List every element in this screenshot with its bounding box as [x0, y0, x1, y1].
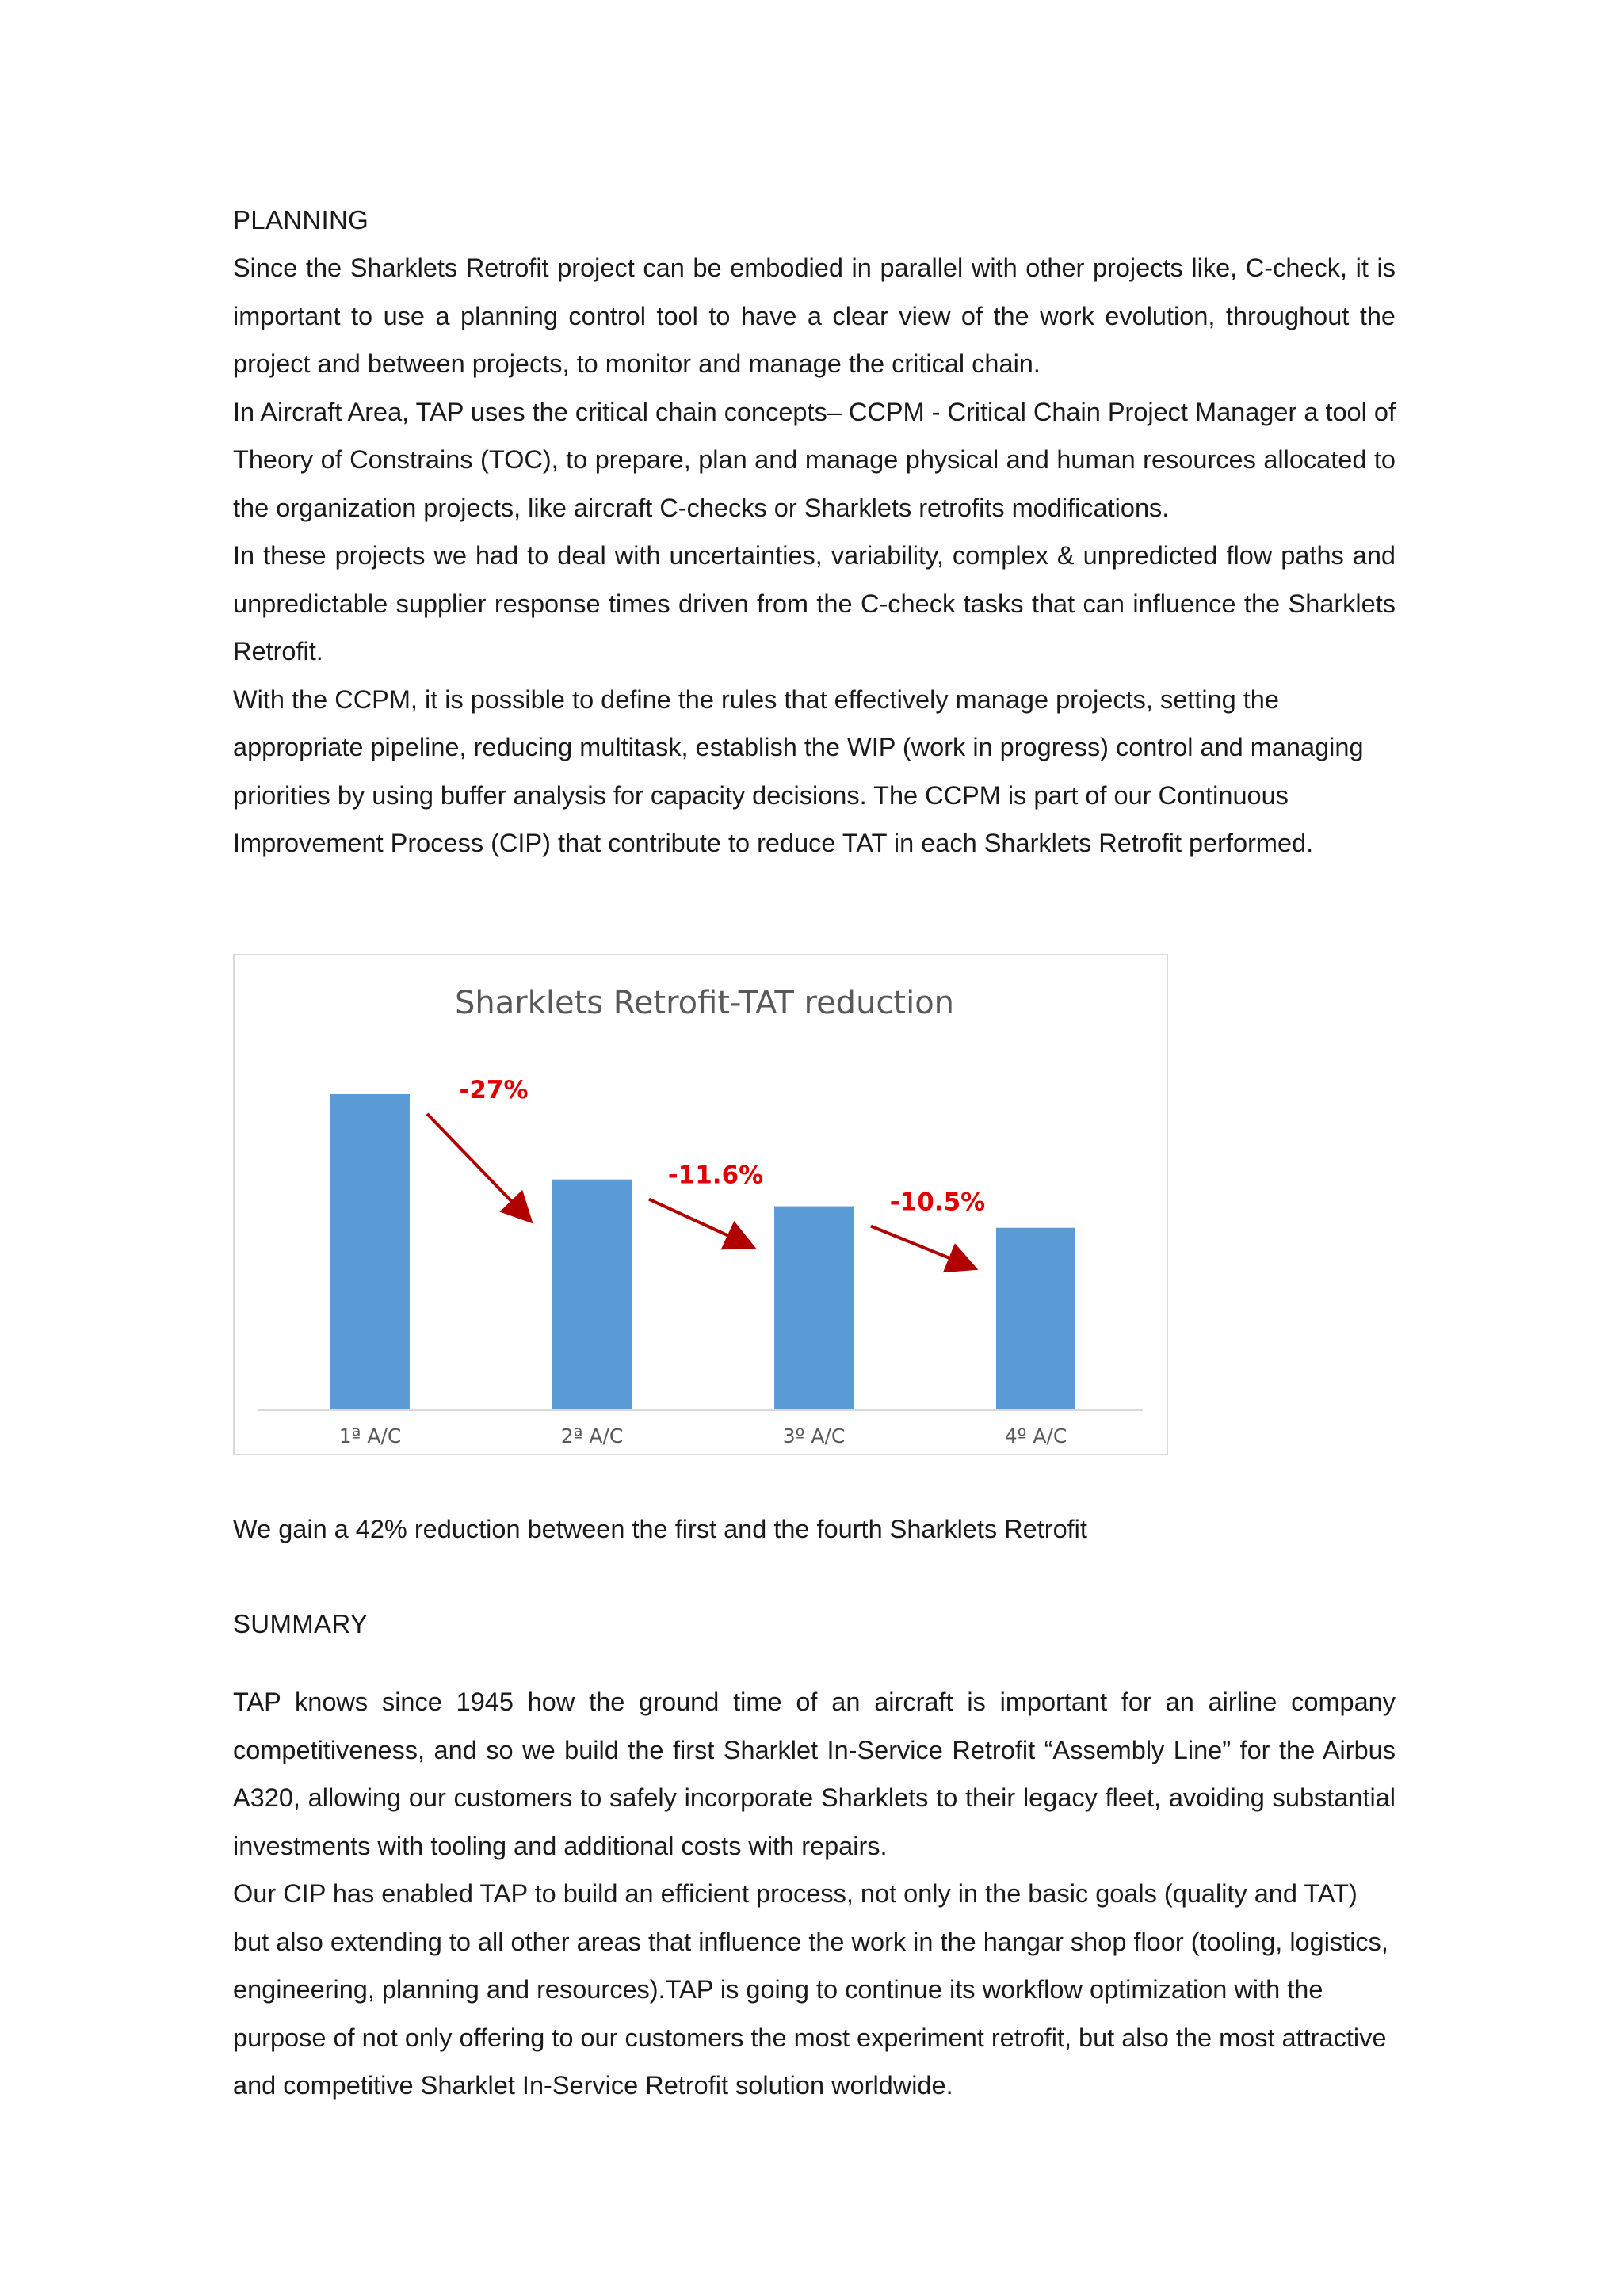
planning-heading: PLANNING: [233, 205, 369, 235]
reduction-annotations: [427, 1076, 985, 1268]
summary-heading: SUMMARY: [233, 1609, 369, 1638]
summary-paragraph-2: Our CIP has enabled TAP to build an efficient process, not only in the basic goals (quality and TAT) but also extending to all other areas that influence the work in the hangar shop floor (tooling, logistics, engineering, planning and resources).TAP is going to continue its workflow optimization with the purpose of not only offering to our customers the most experiment retrofit, but also the most attractive and competitive Sharklet In-Service Retrofit solution worldwide.: [233, 1879, 1388, 2100]
x-tick-label-3: 3º A/C: [782, 1425, 846, 1447]
summary-body: [233, 1678, 1396, 2110]
reduction-label-3: -10.5%: [889, 1188, 986, 1217]
reduction-arrow-3: [871, 1226, 972, 1268]
reduction-arrow-2: [649, 1199, 750, 1246]
chart-canvas: [235, 955, 1167, 1454]
reduction-arrow-1: [427, 1114, 529, 1219]
x-tick-label-1: 1ª A/C: [338, 1425, 402, 1447]
planning-paragraph-4: With the CCPM, it is possible to define the rules that effectively manage projects, setting the appropriate pipeline, reducing multitask, establish the WIP (work in progress) control and managing priorities by using buffer analysis for capacity decisions. The CCPM is part of our Continuous Improvement Process (CIP) that contribute to reduce TAT in each Sharklets Retrofit performed.: [233, 685, 1364, 857]
x-tick-labels: [339, 1425, 1067, 1447]
chart-title: Sharklets Retrofit-TAT reduction: [454, 985, 955, 1021]
summary-paragraph-1: TAP knows since 1945 how the ground time of an aircraft is important for an airline company competitiveness, and so we build the first Sharklet In-Service Retrofit “Assembly Line” for the Airbus A320, allowing our customers to safely incorporate Sharklets to their legacy fleet, avoiding substantial investments with tooling and additional costs with repairs.: [233, 1688, 1396, 1860]
reduction-caption: We gain a 42% reduction between the first and the fourth Sharklets Retrofit: [233, 1515, 1087, 1543]
bar-3: [774, 1207, 854, 1410]
bar-2: [552, 1180, 632, 1410]
bar-1: [330, 1094, 410, 1410]
planning-paragraph-1: Since the Sharklets Retrofit project can be embodied in parallel with other projects like, C-check, it is important to use a planning control tool to have a clear view of the work evolution, throughout the project and between projects, to monitor and manage the critical chain.: [233, 254, 1396, 378]
x-tick-label-2: 2ª A/C: [560, 1425, 624, 1447]
reduction-label-2: -11.6%: [667, 1161, 764, 1190]
bar-4: [996, 1228, 1075, 1410]
planning-body: [233, 244, 1396, 868]
bars-group: [330, 1094, 1075, 1410]
x-tick-label-4: 4º A/C: [1004, 1425, 1067, 1447]
planning-paragraph-3: In these projects we had to deal with uncertainties, variability, complex & unpredicted flow paths and unpredictable supplier response times driven from the C-check tasks that can influence the Sharklets Retrofit.: [233, 541, 1396, 666]
planning-paragraph-2: In Aircraft Area, TAP uses the critical chain concepts– CCPM - Critical Chain Project Manager a tool of Theory of Constrains (TOC), to prepare, plan and manage physical and human resources allocated to the organization projects, like aircraft C-checks or Sharklets retrofits modifications.: [233, 397, 1396, 522]
reduction-label-1: -27%: [459, 1075, 529, 1104]
tat-reduction-chart: [233, 954, 1168, 1455]
